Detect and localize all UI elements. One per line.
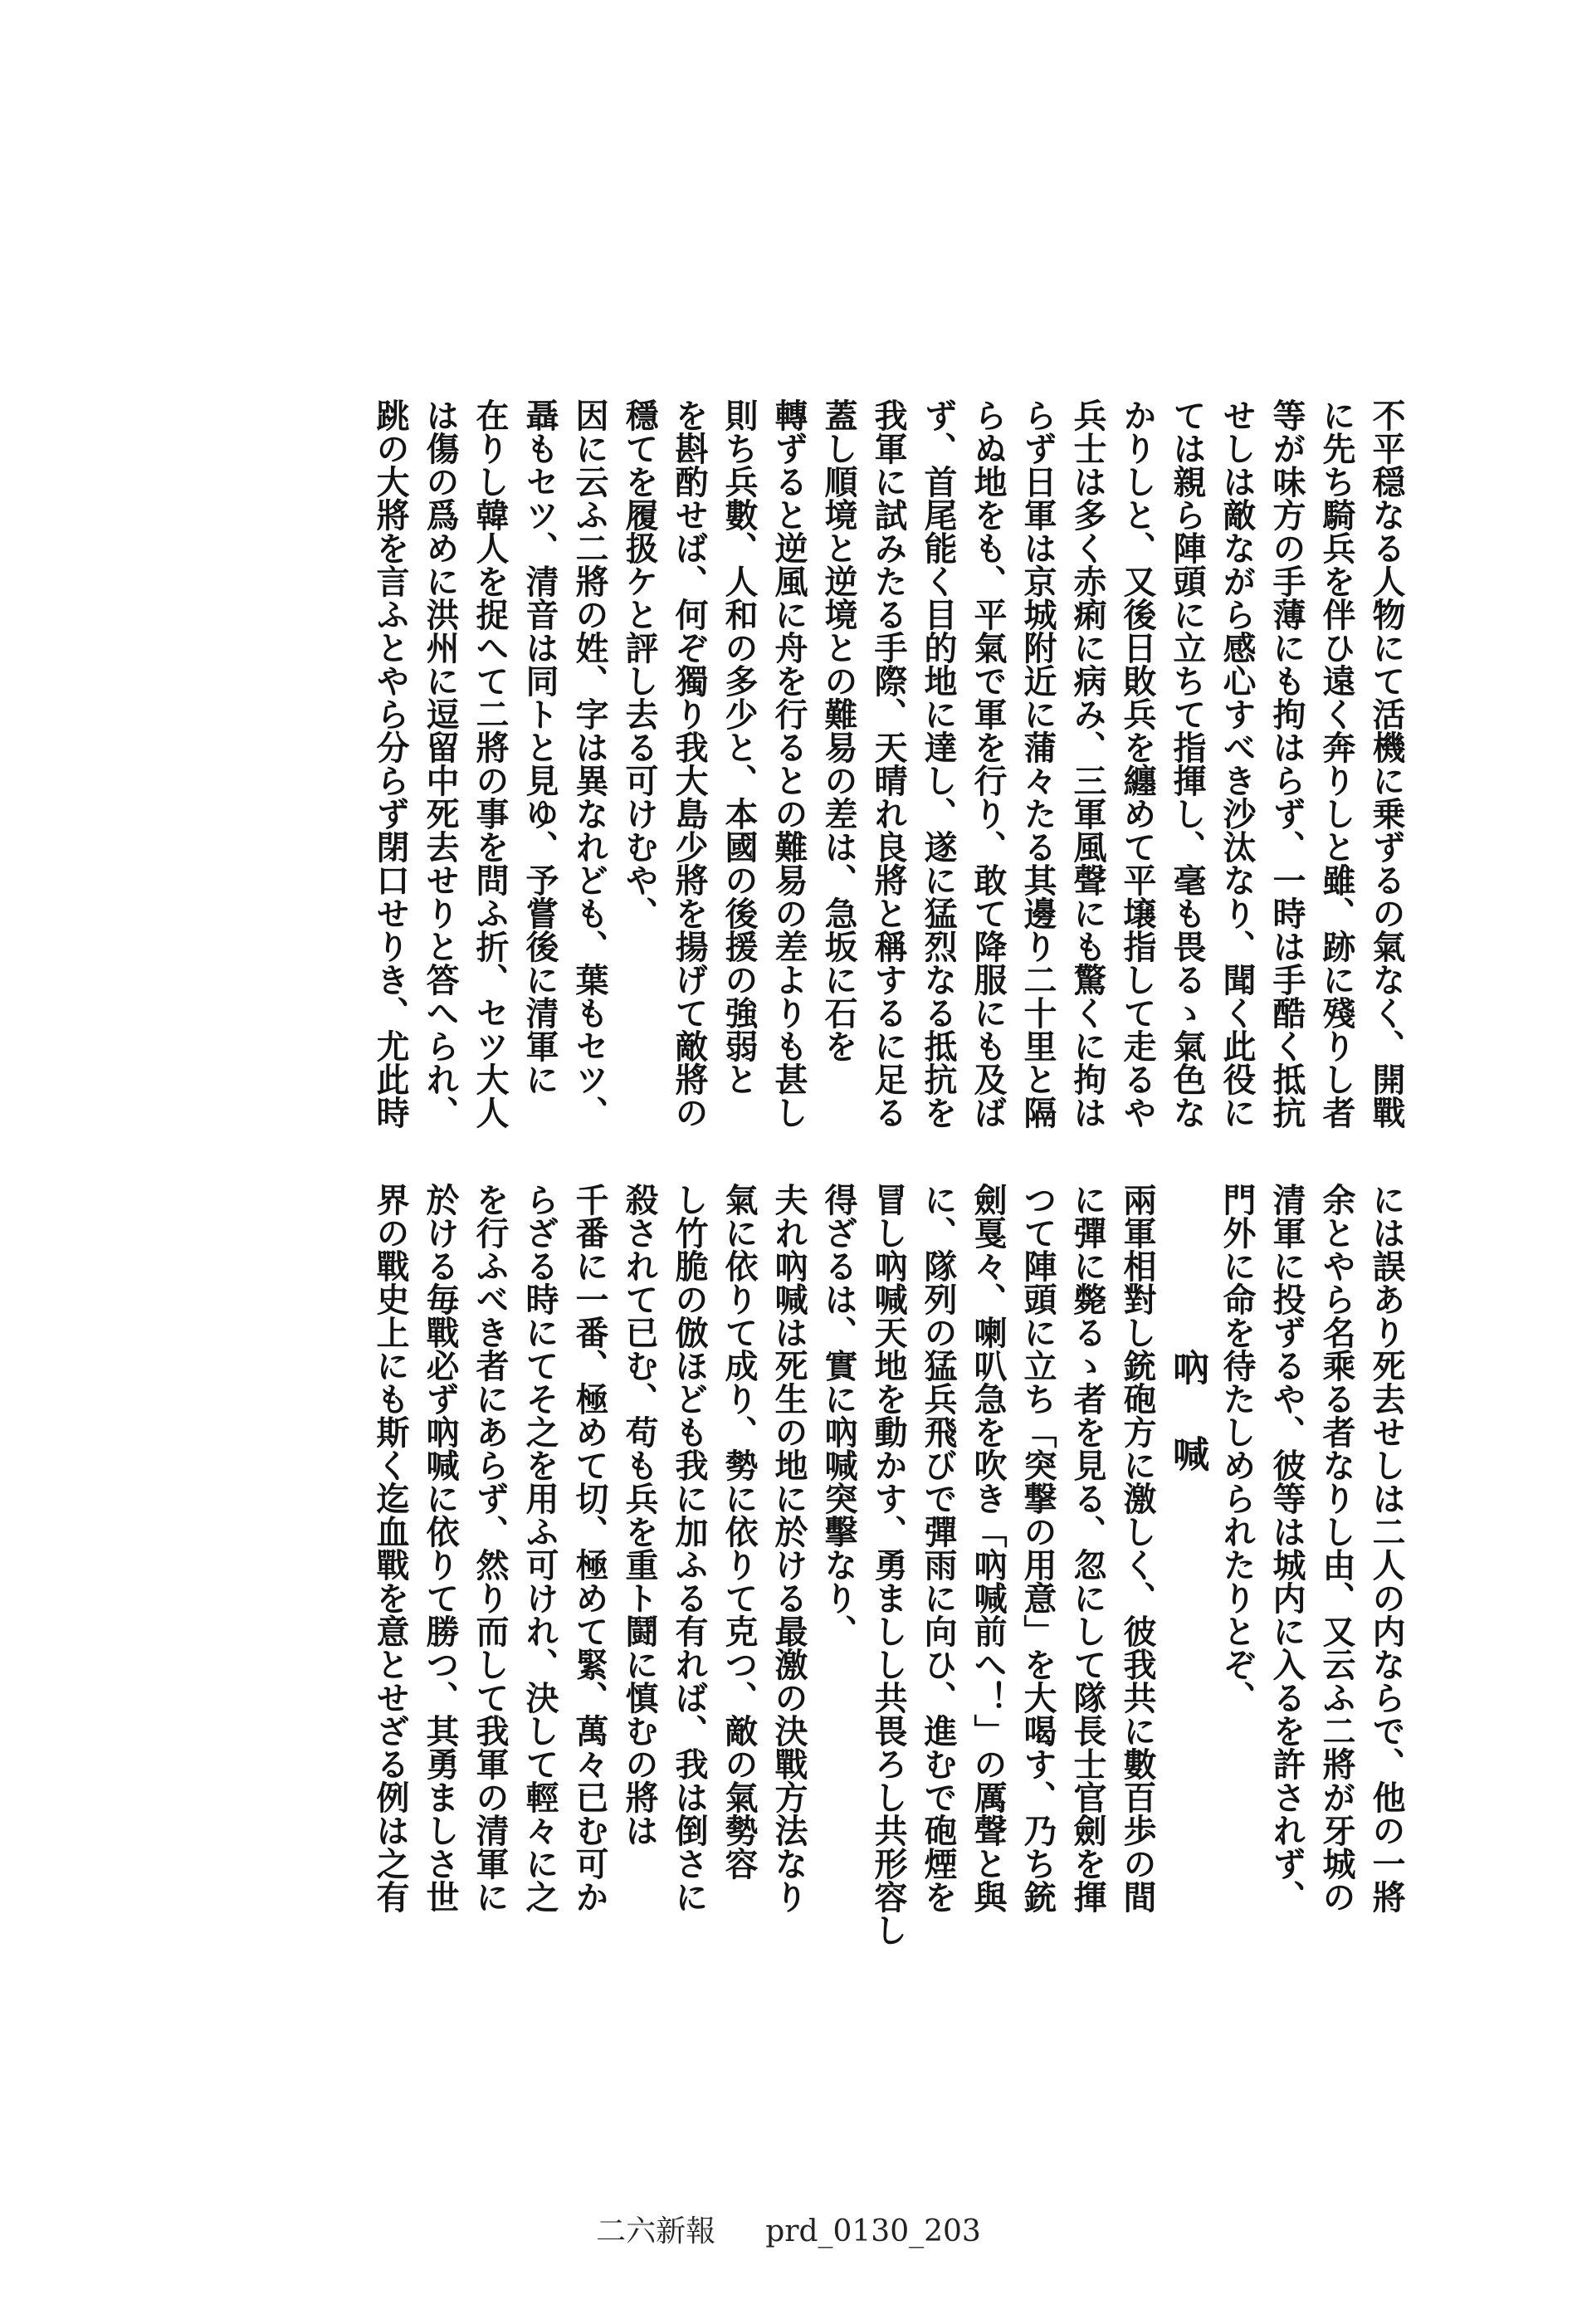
text-column: かりしと、又後日敗兵を纏めて平壌指して走るや (1118, 398, 1157, 1129)
text-column: を行ふべき者にあらず、然り而して我軍の清軍に (471, 1183, 510, 1913)
text-column: せしは敵ながら感心すべき沙汰なり、聞く此役に (1218, 398, 1257, 1129)
text-column: 清軍に投ずるや、彼等は城内に入るを許されず、 (1267, 1183, 1306, 1913)
text-column: 因に云ふ二將の姓、字は異なれども、葉もセツ、 (570, 398, 609, 1129)
text-column: 聶もセツ、清音は同トと見ゆ、予嘗後に清軍に (520, 398, 559, 1096)
text-column: 在りし韓人を捉へて二將の事を問ふ折、セツ大人 (471, 398, 510, 1129)
article-top-text (62, 398, 1411, 1129)
text-column: 穩てを履扱ケと評し去る可けむや、 (620, 398, 659, 930)
text-column: を斟酌せば、何ぞ獨り我大島少將を揚げて敵將の (670, 398, 709, 1129)
page-footer (0, 2208, 1577, 2250)
article-bottom-text (62, 1183, 1411, 2025)
text-column: ず、首尾能く目的地に達し、遂に猛烈なる抵抗を (919, 398, 958, 1129)
text-column: 轉ずると逆風に舟を行るとの難易の差よりも甚し (769, 398, 808, 1129)
text-column: は傷の爲めに洪州に逗留中死去せりと答へられ、 (421, 398, 460, 1129)
text-column: つて陣頭に立ち「突撃の用意」を大喝す、乃ち銃 (1018, 1183, 1057, 1913)
text-column: に彈に斃るゝ者を見る、忽にして隊長士官劍を揮 (1068, 1183, 1107, 1913)
text-column: らず日軍は京城附近に蒲々たる其邊り二十里と隔 (1018, 398, 1057, 1129)
text-column: ては親ら陣頭に立ちて指揮し、毫も畏るゝ氣色な (1168, 398, 1207, 1129)
text-column: 不平穏なる人物にて活機に乗ずるの氣なく、開戰 (1367, 398, 1406, 1129)
text-column: 門外に命を待たしめられたりとぞ、 (1218, 1183, 1257, 1714)
section-heading: 吶喊 (1166, 1349, 1208, 1521)
text-column: 劍戛々、喇叭急を吹き「吶喊前へ！」の厲聲と與 (969, 1183, 1008, 1913)
text-column: 界の戰史上にも斯く迄血戰を意とせざる例は之有 (371, 1183, 410, 1913)
text-column: 氣に依りて成り、勢に依りて克つ、敵の氣勢容 (720, 1183, 759, 1880)
text-column: 冒し吶喊天地を動かす、勇ましし共畏ろし共形容し (869, 1183, 908, 1946)
text-column: 千番に一番、極めて切、極めて緊、萬々已む可か (570, 1183, 609, 1913)
text-column: し竹脆の倣ほども我に加ふる有れば、我は倒さに (670, 1183, 709, 1913)
text-column: 夫れ吶喊は死生の地に於ける最激の決戰方法なり (769, 1183, 808, 1913)
text-column: 得ざるは、實に吶喊突擊なり、 (819, 1183, 858, 1648)
text-column: に先ち騎兵を伴ひ遠く奔りしと雖、跡に殘りし者 (1317, 398, 1356, 1129)
text-column: らぬ地をも、平氣で軍を行り、敢て降服にも及ば (969, 398, 1008, 1129)
page-identifier: prd_0130_203 (765, 2214, 981, 2248)
text-column: に、隊列の猛兵飛びで彈雨に向ひ、進むで砲煙を (919, 1183, 958, 1913)
text-column: 我軍に試みたる手際、天晴れ良將と稱するに足る (869, 398, 908, 1129)
text-column: 則ち兵數、人和の多少と、本國の後援の強弱と (720, 398, 759, 1096)
text-column: 兩軍相對し銃砲方に激しく、彼我共に數百歩の間 (1118, 1183, 1157, 1913)
text-column: 於ける毎戰必ず吶喊に依りて勝つ、其勇ましさ世 (421, 1183, 460, 1913)
text-column: 蓋し順境と逆境との難易の差は、急坂に石を (819, 398, 858, 1062)
text-column: 余とやら名乘る者なりし由、又云ふ二將が牙城の (1317, 1183, 1356, 1913)
text-column: には誤あり死去せしは二人の内ならで、他の一將 (1367, 1183, 1406, 1913)
text-column: 等が味方の手薄にも拘はらず、一時は手酷く抵抗 (1267, 398, 1306, 1129)
newspaper-name: 二六新報 (596, 2214, 716, 2248)
text-column: らざる時にてそ之を用ふ可けれ、決して輕々に之 (520, 1183, 559, 1913)
text-column: 殺されて已む、苟も兵を重ト鬪に慎むの將は (620, 1183, 659, 1847)
text-column: 跳の大將を言ふとやら分らず閉口せりき、尤此時 (371, 398, 410, 1129)
text-column: 兵士は多く赤痢に病み、三軍風聲にも驚くに拘は (1068, 398, 1107, 1129)
